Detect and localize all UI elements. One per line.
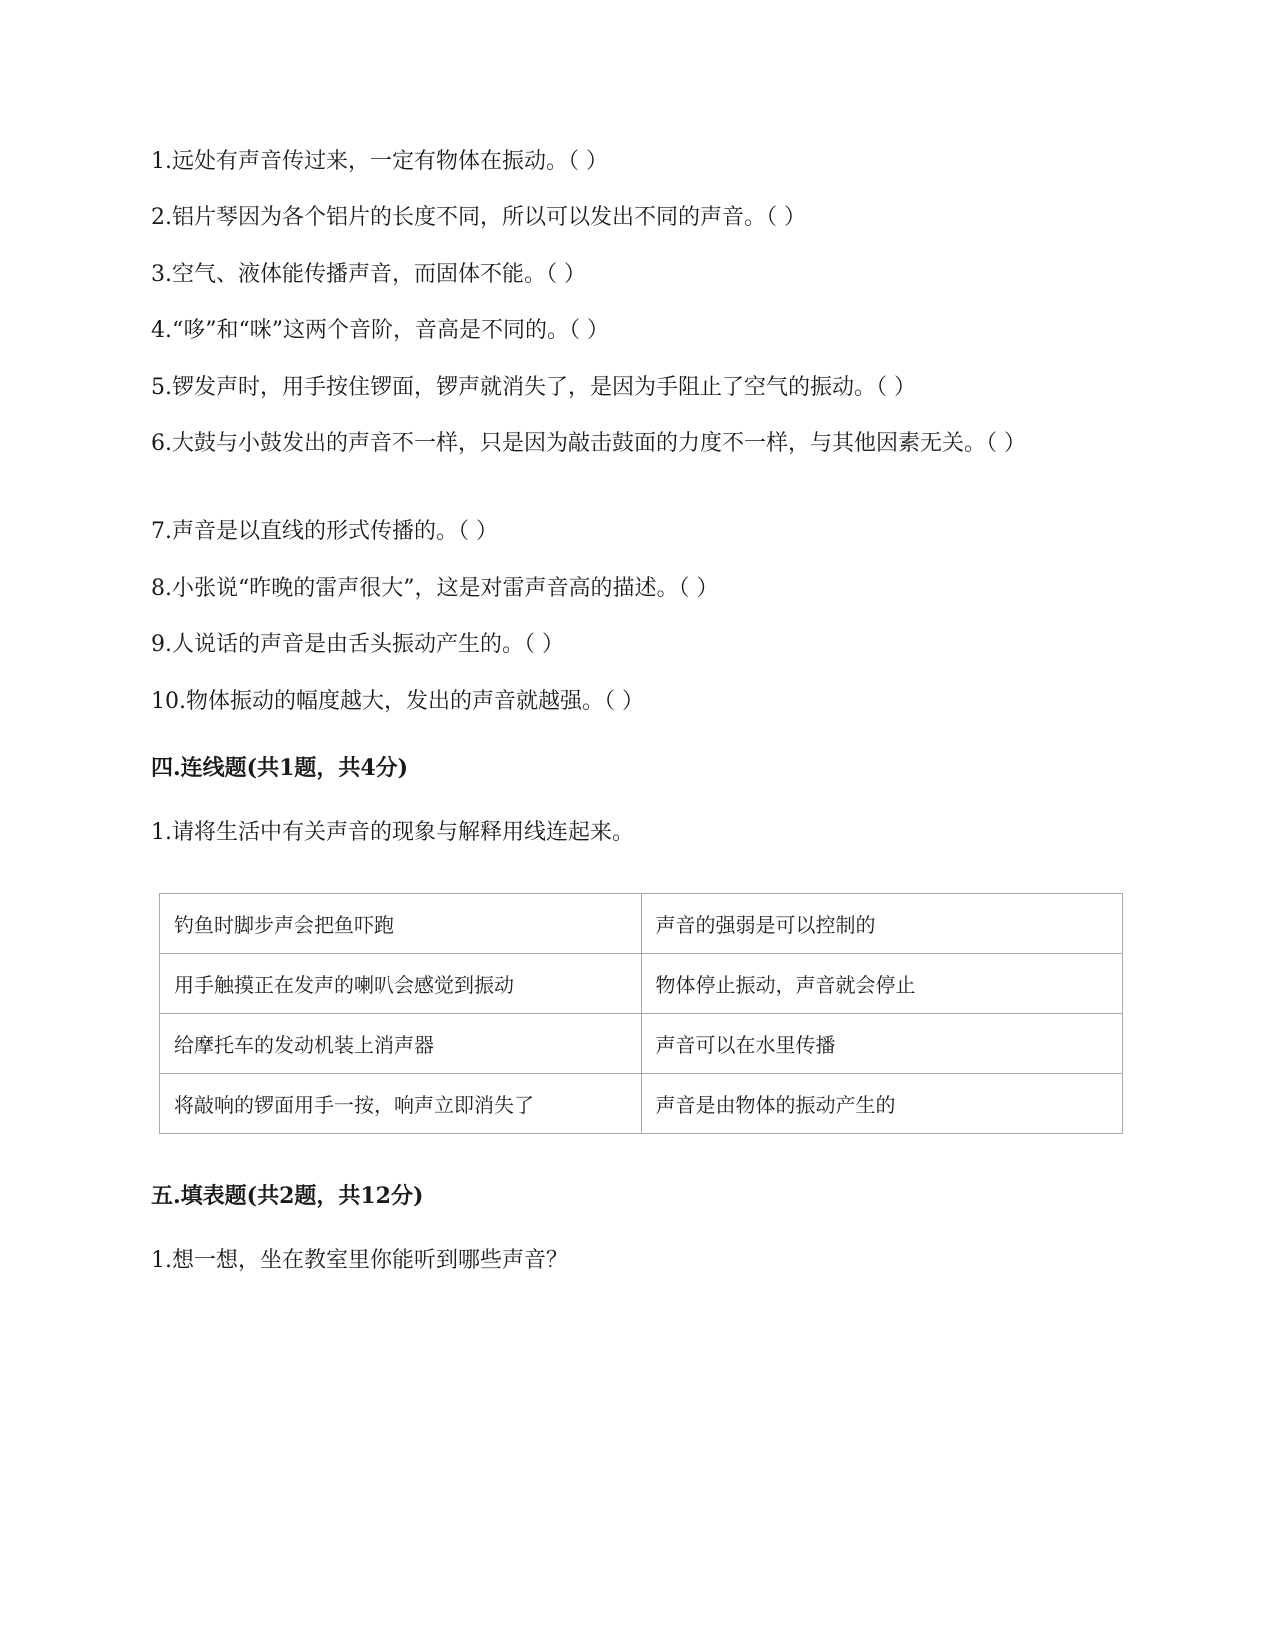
tf-question-9: 9.人说话的声音是由舌头振动产生的。（ ） bbox=[151, 632, 564, 657]
tf-question-2: 2.铝片琴因为各个铝片的长度不同，所以可以发出不同的声音。（ ） bbox=[151, 205, 806, 230]
phenomenon-cell: 钓鱼时脚步声会把鱼吓跑 bbox=[160, 894, 642, 954]
table-row bbox=[160, 1014, 1123, 1074]
phenomenon-cell: 用手触摸正在发声的喇叭会感觉到振动 bbox=[160, 954, 642, 1014]
tf-question-3: 3.空气、液体能传播声音，而固体不能。（ ） bbox=[151, 262, 586, 287]
section-4-heading: 四.连线题(共1题，共4分) bbox=[151, 755, 409, 781]
table-row bbox=[160, 894, 1123, 954]
tf-question-10: 10.物体振动的幅度越大，发出的声音就越强。（ ） bbox=[151, 689, 644, 714]
fill-table-question: 1.想一想，坐在教室里你能听到哪些声音？ bbox=[151, 1248, 568, 1273]
explanation-cell: 声音可以在水里传播 bbox=[641, 1014, 1123, 1074]
tf-question-5: 5.锣发声时，用手按住锣面，锣声就消失了，是因为手阻止了空气的振动。（ ） bbox=[151, 375, 916, 400]
matching-question: 1.请将生活中有关声音的现象与解释用线连起来。 bbox=[151, 820, 634, 845]
tf-question-8: 8.小张说“昨晚的雷声很大”，这是对雷声音高的描述。（ ） bbox=[151, 576, 719, 601]
explanation-cell: 物体停止振动，声音就会停止 bbox=[641, 954, 1123, 1014]
phenomenon-cell: 给摩托车的发动机装上消声器 bbox=[160, 1014, 642, 1074]
explanation-cell: 声音是由物体的振动产生的 bbox=[641, 1074, 1123, 1134]
matching-table bbox=[159, 893, 1123, 1134]
section-5-heading: 五.填表题(共2题，共12分) bbox=[151, 1183, 424, 1209]
tf-question-4: 4.“哆”和“咪”这两个音阶，音高是不同的。（ ） bbox=[151, 318, 609, 343]
explanation-cell: 声音的强弱是可以控制的 bbox=[641, 894, 1123, 954]
tf-question-7: 7.声音是以直线的形式传播的。（ ） bbox=[151, 519, 498, 544]
tf-question-1: 1.远处有声音传过来，一定有物体在振动。（ ） bbox=[151, 149, 608, 174]
phenomenon-cell: 将敲响的锣面用手一按，响声立即消失了 bbox=[160, 1074, 642, 1134]
table-row bbox=[160, 1074, 1123, 1134]
table-row bbox=[160, 954, 1123, 1014]
tf-question-6: 6.大鼓与小鼓发出的声音不一样，只是因为敲击鼓面的力度不一样，与其他因素无关。（ ） bbox=[151, 431, 1026, 456]
